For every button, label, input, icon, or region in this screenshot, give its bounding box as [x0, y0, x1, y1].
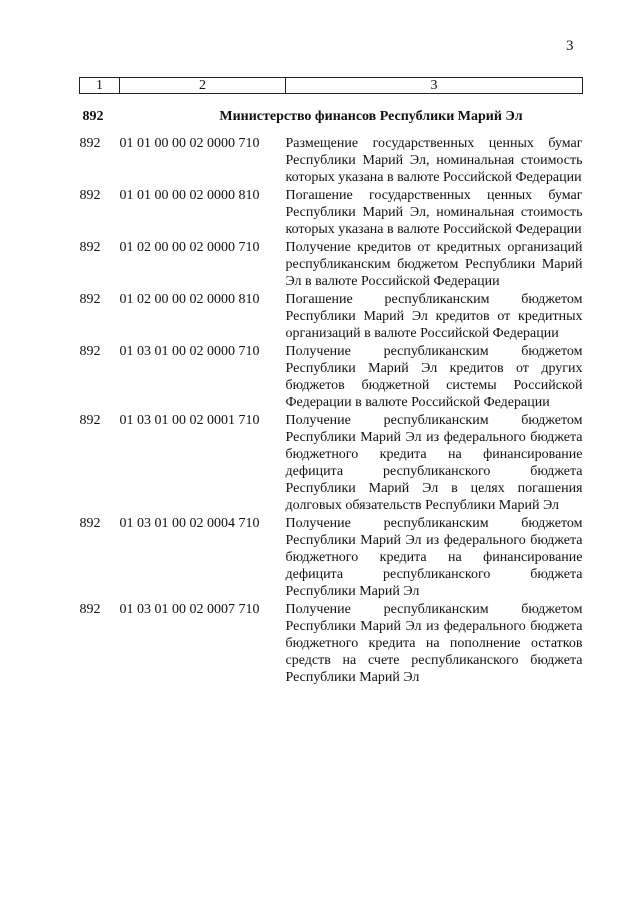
table-row [80, 187, 583, 239]
page-number: 3 [566, 38, 574, 54]
source-code-cell: 01 03 01 00 02 0000 710 [119, 344, 260, 359]
table-body [80, 94, 583, 136]
source-code-cell: 01 03 01 00 02 0004 710 [119, 516, 260, 531]
source-name-cell: Получение республиканским бюджетом Республики Марий Эл кредитов от других бюджетов бюджетной системы Российской Федерации в валюте Российской Федерации [285, 344, 583, 410]
source-code-cell: 01 02 00 00 02 0000 710 [119, 240, 260, 255]
table-header [80, 78, 583, 94]
table-row [80, 601, 583, 687]
table-row [80, 135, 583, 187]
table-row [80, 412, 583, 515]
column-header-1: 1 [80, 78, 120, 94]
source-code-cell: 01 03 01 00 02 0007 710 [119, 602, 260, 617]
ministry-name: Министерство финансов Республики Марий Эл [219, 109, 523, 124]
ministry-code: 892 [82, 109, 104, 124]
table-row [80, 291, 583, 343]
source-code-cell: 01 01 00 00 02 0000 810 [119, 188, 260, 203]
source-code-cell: 01 02 00 00 02 0000 810 [119, 292, 260, 307]
table-row [80, 239, 583, 291]
ministry-row [80, 108, 583, 135]
budget-sources-table [79, 77, 583, 687]
source-name-cell: Погашение республиканским бюджетом Республики Марий Эл кредитов от кредитных организаций в валюте Российской Федерации [285, 292, 583, 341]
admin-code-cell: 892 [79, 292, 101, 307]
admin-code-cell: 892 [79, 602, 101, 617]
column-header-2: 2 [120, 78, 286, 94]
admin-code-cell: 892 [79, 240, 101, 255]
table-rows [80, 135, 583, 687]
admin-code-cell: 892 [79, 516, 101, 531]
source-name-cell: Получение республиканским бюджетом Республики Марий Эл из федерального бюджета бюджетного кредита на финансирование дефицита республиканского бюджета Республики Марий Эл в целях погашения долговых обязательств Республики Марий Эл [285, 413, 583, 513]
header-spacer [80, 94, 583, 109]
source-name-cell: Погашение государственных ценных бумаг Республики Марий Эл, номинальная стоимость которых указана в валюте Российской Федерации [285, 188, 583, 237]
source-name-cell: Получение республиканским бюджетом Республики Марий Эл из федерального бюджета бюджетного кредита на пополнение остатков средств на счете республиканского бюджета Республики Марий Эл [285, 602, 583, 685]
table-row [80, 515, 583, 601]
source-name-cell: Размещение государственных ценных бумаг Республики Марий Эл, номинальная стоимость которых указана в валюте Российской Федерации [285, 136, 583, 185]
admin-code-cell: 892 [79, 413, 101, 428]
column-header-3: 3 [286, 78, 583, 94]
source-name-cell: Получение республиканским бюджетом Республики Марий Эл из федерального бюджета бюджетного кредита на финансирование дефицита республиканского бюджета Республики Марий Эл [285, 516, 583, 599]
source-name-cell: Получение кредитов от кредитных организаций республиканским бюджетом Республики Марий Эл в валюте Российской Федерации [285, 240, 583, 289]
admin-code-cell: 892 [79, 188, 101, 203]
table-header-row [80, 78, 583, 94]
admin-code-cell: 892 [79, 136, 101, 151]
table-row [80, 343, 583, 412]
admin-code-cell: 892 [79, 344, 101, 359]
source-code-cell: 01 03 01 00 02 0001 710 [119, 413, 260, 428]
source-code-cell: 01 01 00 00 02 0000 710 [119, 136, 260, 151]
